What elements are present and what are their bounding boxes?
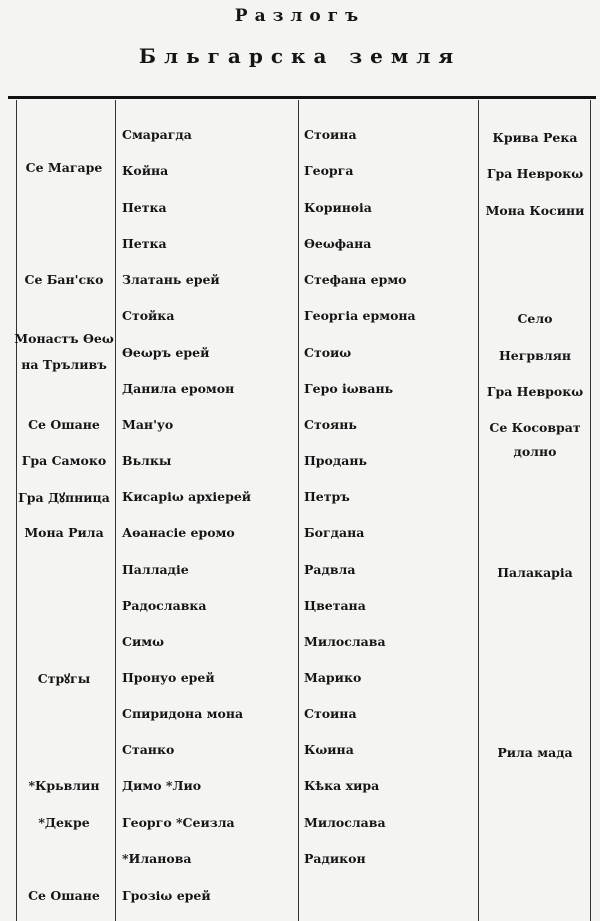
list-item: Се Косоврат [489, 420, 581, 435]
list-item: *Крьвлин [28, 778, 100, 793]
list-item: Смарагда [122, 127, 192, 142]
page-subtitle: Бльгарска земля [138, 44, 462, 68]
list-item: Койна [122, 163, 169, 178]
list-item: Аөанасіе еромо [122, 525, 235, 540]
column-divider-1 [115, 100, 116, 921]
list-item: Петръ [304, 489, 350, 504]
list-item: Се Магаре [25, 160, 103, 175]
list-item: Стрꙋгы [37, 671, 91, 686]
list-item: Пронуо ерей [122, 670, 215, 685]
list-item: долно [513, 444, 557, 459]
list-item: Стойка [122, 308, 175, 323]
list-item: Се Ошане [28, 417, 100, 432]
list-item: Кисаріω архіерей [122, 489, 252, 504]
list-item: *Иланова [122, 851, 192, 866]
list-item: Георга [304, 163, 354, 178]
list-item: Село [517, 311, 553, 326]
list-item: Геро iωвань [304, 381, 394, 396]
list-item: Георгіа ермона [304, 308, 416, 323]
list-item: *Декре [38, 815, 90, 830]
list-item: Радикон [304, 851, 366, 866]
list-item: Стоина [304, 127, 357, 142]
list-item: Милослава [304, 634, 386, 649]
list-item: Өеωфана [304, 236, 372, 251]
header-rule [8, 96, 596, 99]
list-item: Марико [304, 670, 362, 685]
list-item: Мона Рила [24, 525, 104, 540]
list-item: Стефана ермо [304, 272, 407, 287]
list-item: Монастъ Өеω [14, 331, 114, 346]
list-item: Симω [122, 634, 164, 649]
list-item: Златань ерей [122, 272, 220, 287]
list-item: Богдана [304, 525, 365, 540]
list-item: Грозіω ерей [122, 888, 211, 903]
list-item: Продань [304, 453, 367, 468]
list-item: Гра Самоко [21, 453, 107, 468]
column-divider-3 [478, 100, 479, 921]
list-item: Гра Дꙋпница [18, 490, 110, 505]
list-item: Стоянь [304, 417, 357, 432]
column-divider-left [16, 100, 17, 921]
list-item: Цветана [304, 598, 366, 613]
list-item: Кωина [304, 742, 354, 757]
list-item: Стоиω [304, 345, 352, 360]
column-divider-right [590, 100, 591, 921]
list-item: Палакаріа [497, 565, 573, 580]
list-item: Димо *Лио [122, 778, 202, 793]
list-item: Радвла [304, 562, 356, 577]
list-item: Спиридона мона [122, 706, 244, 721]
list-item: Ман'уо [122, 417, 174, 432]
list-item: Станко [122, 742, 175, 757]
column-divider-2 [298, 100, 299, 921]
list-item: Милослава [304, 815, 386, 830]
list-item: Рила мада [497, 745, 573, 760]
list-item: Вьлкы [122, 453, 172, 468]
list-item: Се Бан'ско [24, 272, 104, 287]
list-item: Мона Косини [485, 203, 585, 218]
list-item: Палладіе [122, 562, 189, 577]
list-item: Кѣка хира [304, 778, 380, 793]
list-item: Петка [122, 236, 167, 251]
list-item: Гра Неврокω [486, 166, 584, 181]
list-item: Крива Река [492, 130, 578, 145]
list-item: Негрвлян [498, 348, 572, 363]
list-item: Се Ошане [28, 888, 100, 903]
list-item: Петка [122, 200, 167, 215]
list-item: Гра Неврокω [486, 384, 584, 399]
list-item: Стоина [304, 706, 357, 721]
list-item: Данила еромон [122, 381, 235, 396]
list-item: Радославка [122, 598, 207, 613]
page-title: Разлогъ [234, 6, 366, 26]
list-item: на Тръливъ [21, 357, 107, 372]
list-item: Өеωръ ерей [122, 345, 210, 360]
list-item: Георго *Сеизла [122, 815, 235, 830]
list-item: Коринѳіа [304, 200, 372, 215]
